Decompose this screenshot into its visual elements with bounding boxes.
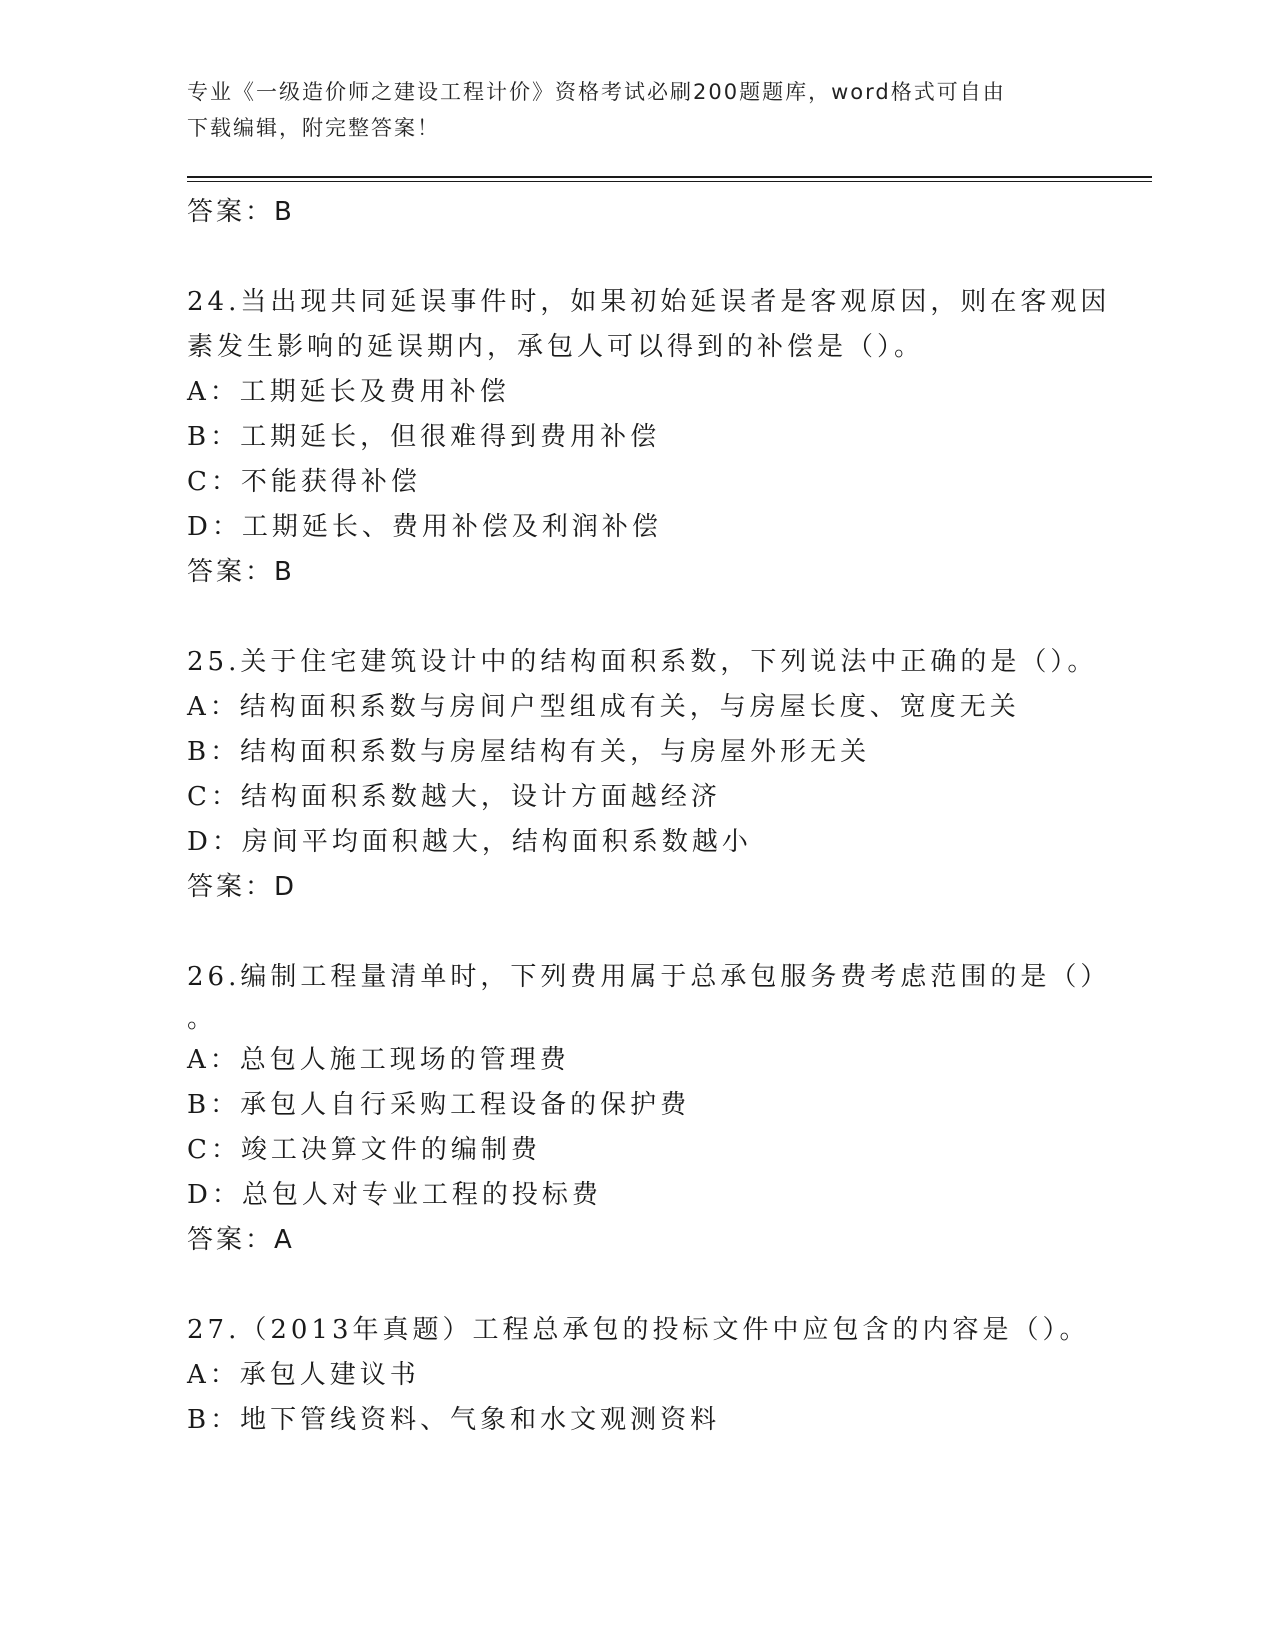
answer-line bbox=[187, 550, 1087, 595]
answer-prefix: 答案： bbox=[187, 1225, 275, 1255]
question-27 bbox=[187, 1308, 1090, 1443]
answer-value: B bbox=[274, 197, 295, 227]
answer-prefix: 答案： bbox=[187, 872, 275, 902]
question-list bbox=[187, 190, 1111, 1443]
question-24 bbox=[187, 280, 1111, 595]
option-b: B：地下管线资料、气象和水文观测资料 bbox=[187, 1405, 721, 1435]
question-25 bbox=[187, 640, 1098, 910]
question-stem-line: 素发生影响的延误期内，承包人可以得到的补偿是（）。 bbox=[187, 332, 925, 362]
option-b: B：结构面积系数与房屋结构有关，与房屋外形无关 bbox=[187, 737, 871, 767]
option-d: D：工期延长、费用补偿及利润补偿 bbox=[187, 512, 662, 542]
option-d: D：房间平均面积越大，结构面积系数越小 bbox=[187, 827, 752, 857]
previous-answer bbox=[187, 190, 1087, 235]
header-line-2: 下载编辑，附完整答案！ bbox=[187, 116, 440, 140]
question-stem-line: 27.（2013年真题）工程总承包的投标文件中应包含的内容是（）。 bbox=[187, 1315, 1090, 1345]
answer-prefix: 答案： bbox=[187, 197, 275, 227]
answer-line bbox=[187, 1218, 1087, 1263]
option-a: A：工期延长及费用补偿 bbox=[187, 377, 510, 407]
question-stem-line: 26.编制工程量清单时，下列费用属于总承包服务费考虑范围的是（） bbox=[187, 962, 1111, 992]
answer-value: B bbox=[274, 557, 295, 587]
header-line-1: 专业《一级造价师之建设工程计价》资格考试必刷200题题库，word格式可自由 bbox=[187, 80, 1006, 104]
option-c: C：结构面积系数越大，设计方面越经济 bbox=[187, 782, 721, 812]
option-a: A：总包人施工现场的管理费 bbox=[187, 1045, 570, 1075]
option-a: A：结构面积系数与房间户型组成有关，与房屋长度、宽度无关 bbox=[187, 692, 1020, 722]
option-b: B：工期延长，但很难得到费用补偿 bbox=[187, 422, 661, 452]
option-c: C：竣工决算文件的编制费 bbox=[187, 1135, 541, 1165]
page-header bbox=[187, 74, 1087, 146]
question-stem-line: 24.当出现共同延误事件时，如果初始延误者是客观原因，则在客观因 bbox=[187, 287, 1111, 317]
header-divider bbox=[187, 176, 1152, 182]
question-stem-line: 。 bbox=[187, 1004, 218, 1034]
question-26 bbox=[187, 955, 1111, 1263]
answer-value: D bbox=[274, 872, 298, 902]
answer-prefix: 答案： bbox=[187, 557, 275, 587]
answer-line bbox=[187, 865, 1087, 910]
option-c: C：不能获得补偿 bbox=[187, 467, 421, 497]
answer-value: A bbox=[274, 1225, 295, 1255]
question-stem-line: 25.关于住宅建筑设计中的结构面积系数，下列说法中正确的是（）。 bbox=[187, 647, 1098, 677]
option-b: B：承包人自行采购工程设备的保护费 bbox=[187, 1090, 691, 1120]
option-d: D：总包人对专业工程的投标费 bbox=[187, 1180, 602, 1210]
option-a: A：承包人建议书 bbox=[187, 1360, 420, 1390]
